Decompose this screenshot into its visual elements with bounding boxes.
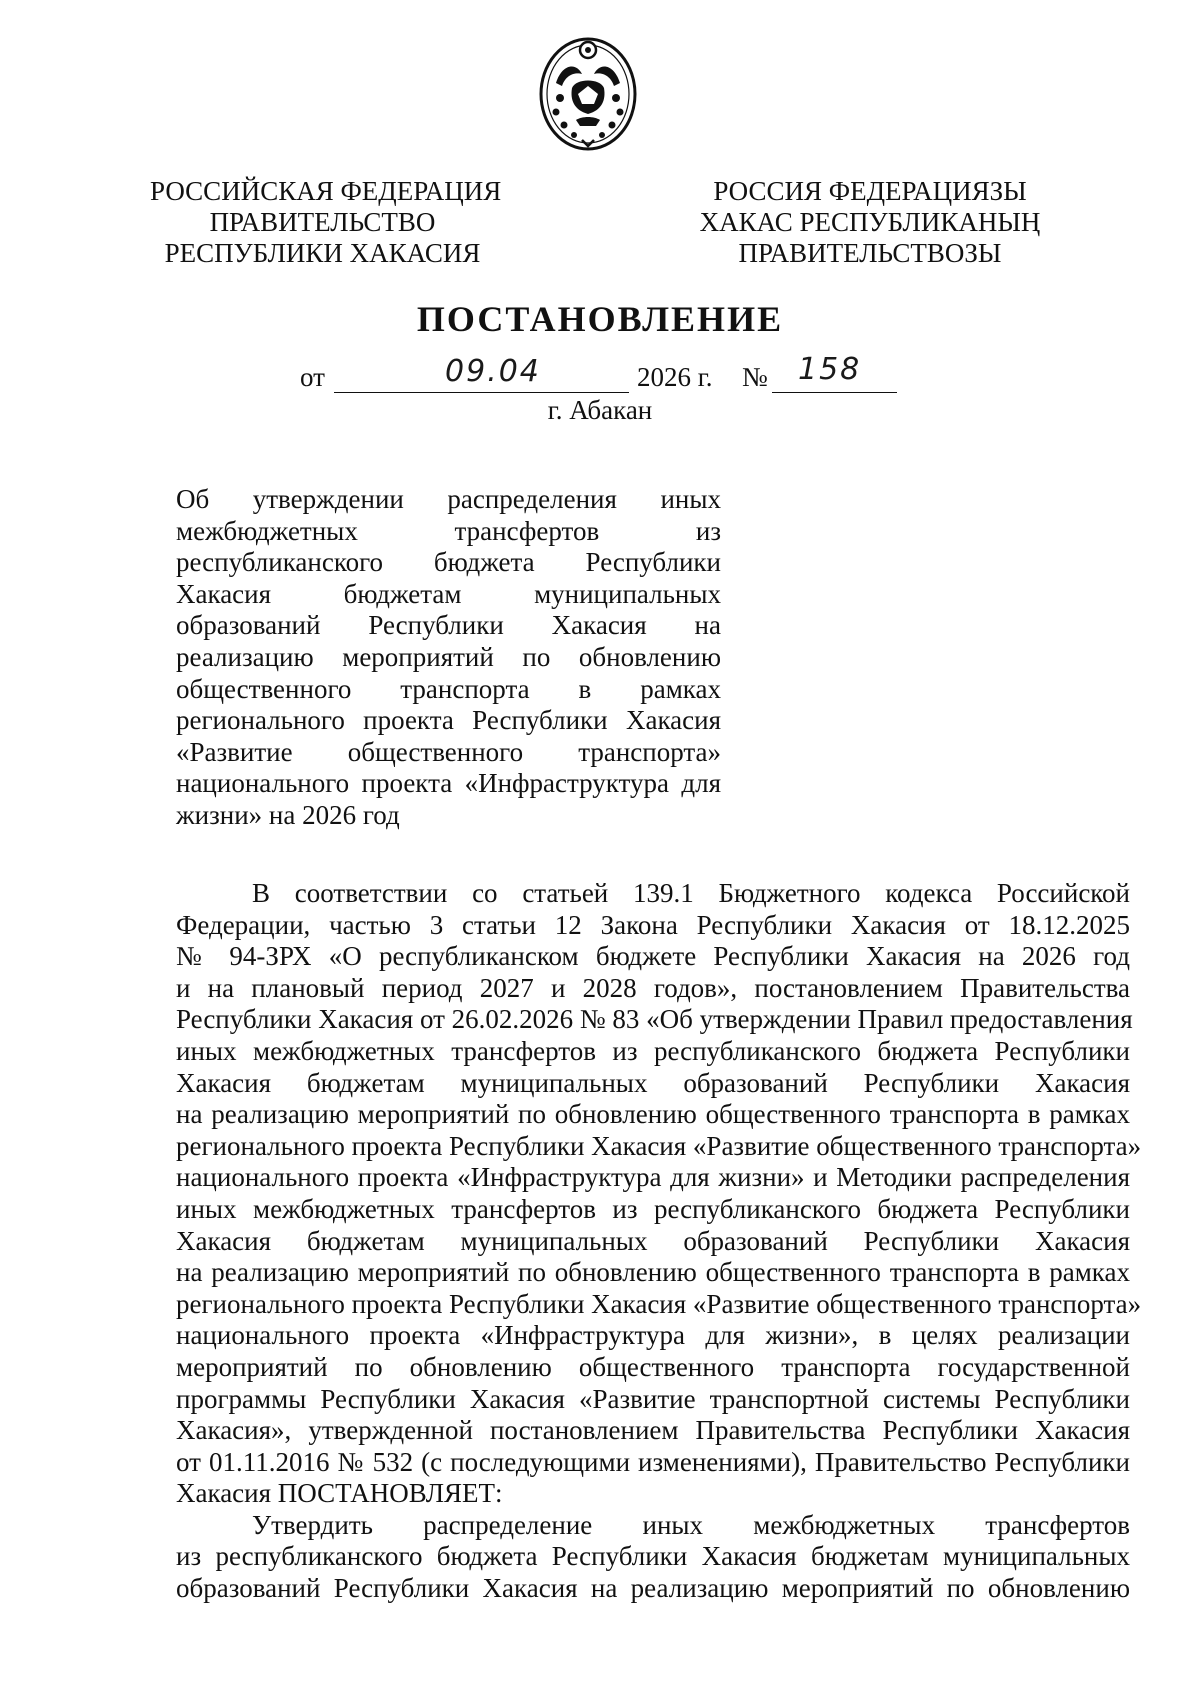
body-line: В соответствии со статьей 139.1 Бюджетного кодекса Российской: [252, 878, 1130, 908]
body-line: № 94-ЗРХ «О республиканском бюджете Республики Хакасия на 2026 год: [176, 941, 1130, 972]
subject-line: реализацию мероприятий по обновлению: [176, 641, 721, 672]
header-right-khakas: [695, 176, 1045, 269]
body-line: регионального проекта Республики Хакасия «Развитие общественного транспорта»: [176, 1288, 1142, 1319]
subject-line: Хакасия бюджетам муниципальных: [176, 578, 721, 609]
header-right-line-1: РОССИЯ ФЕДЕРАЦИЯЗЫ: [713, 176, 1027, 206]
body-line: Федерации, частью 3 статьи 12 Закона Республики Хакасия от 18.12.2025: [176, 909, 1130, 940]
header-left-russian: [150, 176, 502, 269]
subject-line: «Развитие общественного транспорта»: [176, 736, 721, 767]
subject-line: республиканского бюджета Республики: [176, 547, 721, 578]
header-right-line-2: ХАКАС РЕСПУБЛИКАНЫҢ: [699, 207, 1041, 237]
coat-of-arms-emblem: [536, 28, 640, 154]
subject-line: межбюджетных трансфертов из: [176, 515, 721, 546]
body-line: национального проекта «Инфраструктура для жизни» и Методики распределения: [176, 1162, 1130, 1193]
subject-line: жизни» на 2026 год: [176, 799, 400, 830]
body-line: Утвердить распределение иных межбюджетных трансфертов: [252, 1509, 1130, 1540]
handwritten-date: 09.04: [445, 354, 541, 389]
body-line: Хакасия бюджетам муниципальных образований Республики Хакасия: [176, 1225, 1130, 1256]
body-line: от 01.11.2016 № 532 (с последующими изменениями), Правительство Республики: [176, 1446, 1130, 1477]
body-line: программы Республики Хакасия «Развитие транспортной системы Республики: [176, 1383, 1130, 1414]
number-label: №: [742, 362, 768, 392]
year-label: 2026 г.: [637, 362, 713, 392]
subject-line: национального проекта «Инфраструктура для: [176, 768, 721, 799]
date-from-label: от: [300, 362, 325, 392]
body-line: иных межбюджетных трансфертов из республиканского бюджета Республики: [176, 1035, 1130, 1066]
body-line: национального проекта «Инфраструктура для жизни», в целях реализации: [176, 1320, 1130, 1351]
body-line: на реализацию мероприятий по обновлению общественного транспорта в рамках: [176, 1099, 1130, 1130]
body-line: из республиканского бюджета Республики Хакасия бюджетам муниципальных: [176, 1541, 1130, 1572]
header-right-line-3: ПРАВИТЕЛЬСТВОЗЫ: [738, 238, 1002, 268]
document-subject: [176, 484, 721, 832]
document-body: [176, 878, 1142, 1605]
header-left-line-1: РОССИЙСКАЯ ФЕДЕРАЦИЯ: [150, 176, 502, 206]
handwritten-number: 158: [798, 352, 862, 387]
body-line: Хакасия», утвержденной постановлением Правительства Республики Хакасия: [176, 1415, 1130, 1446]
body-line: Хакасия бюджетам муниципальных образований Республики Хакасия: [176, 1067, 1130, 1098]
subject-line: образований Республики Хакасия на: [176, 610, 721, 641]
body-line: регионального проекта Республики Хакасия «Развитие общественного транспорта»: [176, 1130, 1142, 1161]
number-underline: [772, 392, 897, 393]
body-line: Хакасия ПОСТАНОВЛЯЕТ:: [176, 1478, 503, 1509]
body-line: иных межбюджетных трансфертов из республиканского бюджета Республики: [176, 1193, 1130, 1224]
body-line: образований Республики Хакасия на реализацию мероприятий по обновлению: [176, 1573, 1130, 1604]
header-left-line-2: ПРАВИТЕЛЬСТВО: [209, 207, 436, 237]
city-name: г. Абакан: [547, 395, 653, 425]
body-line: на реализацию мероприятий по обновлению общественного транспорта в рамках: [176, 1257, 1130, 1288]
subject-line: Об утверждении распределения иных: [176, 484, 721, 514]
body-line: и на плановый период 2027 и 2028 годов», постановлением Правительства: [176, 972, 1130, 1003]
body-line: Республики Хакасия от 26.02.2026 № 83 «Об утверждении Правил предоставления: [176, 1004, 1133, 1035]
body-line: мероприятий по обновлению общественного транспорта государственной: [176, 1351, 1130, 1382]
date-underline: [334, 392, 629, 393]
subject-line: общественного транспорта в рамках: [176, 673, 721, 704]
header-left-line-3: РЕСПУБЛИКИ ХАКАСИЯ: [164, 238, 481, 268]
document-title: ПОСТАНОВЛЕНИЕ: [416, 299, 784, 339]
subject-line: регионального проекта Республики Хакасия: [176, 705, 721, 736]
